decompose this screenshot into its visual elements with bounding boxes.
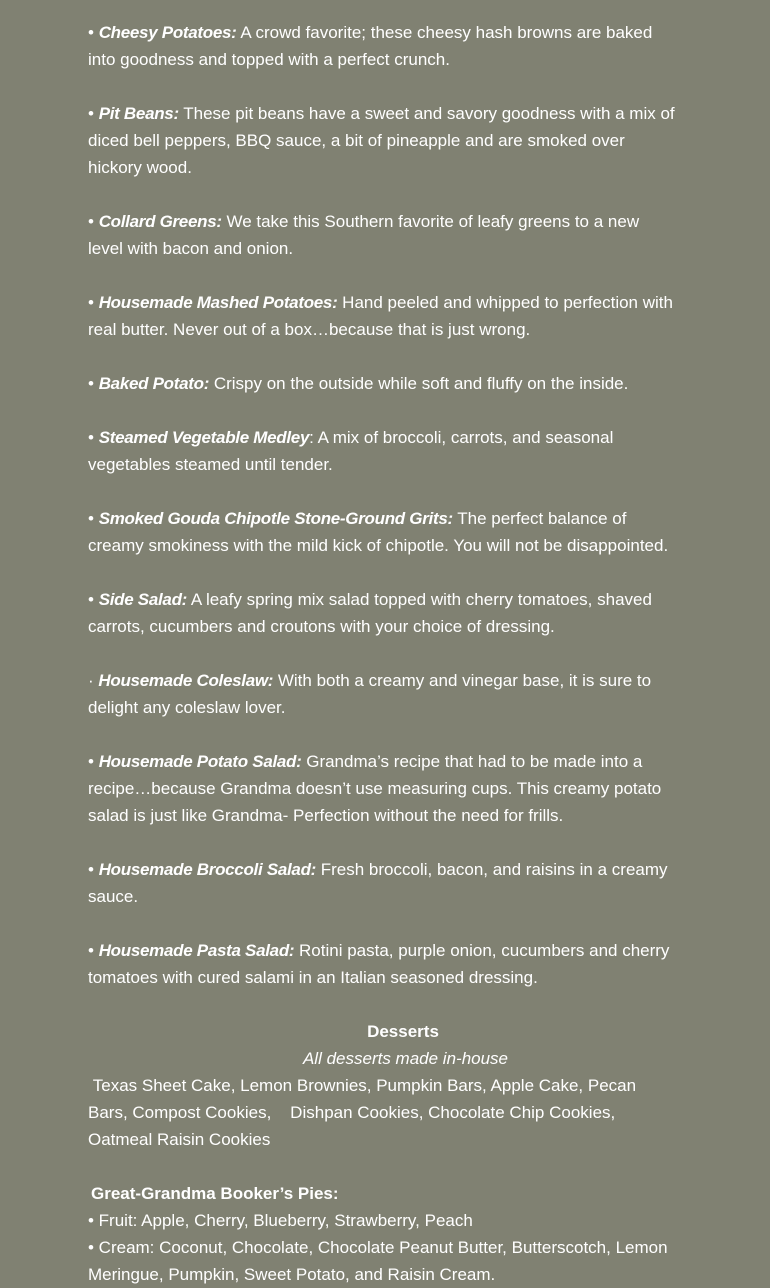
side-item-description: The perfect balance of creamy smokiness with the mild kick of chipotle. You will not be disappointed.: [88, 509, 669, 555]
side-item-name: Housemade Broccoli Salad:: [98, 860, 317, 879]
bullet: •: [88, 752, 99, 771]
side-item: [88, 856, 678, 910]
bullet: •: [88, 860, 99, 879]
bullet: •: [88, 212, 99, 231]
pies-line-cream: • Cream: Coconut, Chocolate, Chocolate Peanut Butter, Butterscotch, Lemon Meringue, Pumpkin, Sweet Potato, and Raisin Cream.: [88, 1238, 668, 1284]
side-item-name: Housemade Pasta Salad:: [98, 941, 295, 960]
desserts-subtitle: All desserts made in-house: [302, 1049, 509, 1068]
side-item-description: Fresh broccoli, bacon, and raisins in a creamy sauce.: [88, 860, 668, 906]
side-item: [88, 19, 678, 73]
bullet: •: [88, 104, 99, 123]
bullet: •: [88, 374, 99, 393]
side-item-description: Rotini pasta, purple onion, cucumbers and cherry tomatoes with cured salami in an Italian seasoned dressing.: [88, 941, 670, 987]
side-item-description: With both a creamy and vinegar base, it is sure to delight any coleslaw lover.: [88, 671, 652, 717]
bullet: ·: [88, 671, 99, 690]
side-item-description: : A mix of broccoli, carrots, and seasonal vegetables steamed until tender.: [88, 428, 614, 474]
side-item-name: Side Salad:: [98, 590, 188, 609]
side-item-name: Housemade Mashed Potatoes:: [98, 293, 338, 312]
side-item-name: Cheesy Potatoes:: [98, 23, 237, 42]
desserts-heading: Desserts: [367, 1022, 439, 1041]
desserts-list: Texas Sheet Cake, Lemon Brownies, Pumpkin Bars, Apple Cake, Pecan Bars, Compost Cookies, Dishpan Cookies, Chocolate Chip Cookies, Oatmeal Raisin Cookies: [88, 1076, 641, 1149]
side-item-name: Housemade Coleslaw:: [98, 671, 274, 690]
sides-list: [88, 19, 678, 991]
side-item-description: A leafy spring mix salad topped with cherry tomatoes, shaved carrots, cucumbers and croutons with your choice of dressing.: [88, 590, 652, 636]
side-item-name: Housemade Potato Salad:: [98, 752, 302, 771]
side-item-description: These pit beans have a sweet and savory goodness with a mix of diced bell peppers, BBQ sauce, a bit of pineapple and are smoked over hickory wood.: [88, 104, 675, 177]
pies-heading: Great-Grandma Booker’s Pies:: [91, 1184, 339, 1203]
side-item: [88, 586, 678, 640]
side-item: [88, 667, 678, 721]
side-item-name: Smoked Gouda Chipotle Stone-Ground Grits:: [98, 509, 453, 528]
side-item: [88, 100, 678, 181]
side-item-description: We take this Southern favorite of leafy greens to a new level with bacon and onion.: [88, 212, 640, 258]
side-item-description: Hand peeled and whipped to perfection with real butter. Never out of a box…because that is just wrong.: [88, 293, 673, 339]
side-item: [88, 208, 678, 262]
side-item-description: Grandma’s recipe that had to be made into a recipe…because Grandma doesn’t use measuring cups. This creamy potato salad is just like Grandma- Perfection without the need for frills.: [88, 752, 662, 825]
side-item-name: Baked Potato:: [98, 374, 210, 393]
side-item: [88, 505, 678, 559]
bullet: •: [88, 23, 99, 42]
bullet: •: [88, 941, 99, 960]
bullet: •: [88, 590, 99, 609]
side-item-description: Crispy on the outside while soft and fluffy on the inside.: [209, 374, 629, 393]
side-item-name: Collard Greens:: [98, 212, 222, 231]
side-item: [88, 748, 678, 829]
bullet: •: [88, 509, 99, 528]
pies-line-fruit: • Fruit: Apple, Cherry, Blueberry, Strawberry, Peach: [88, 1211, 473, 1230]
side-item: [88, 424, 678, 478]
bullet: •: [88, 293, 99, 312]
side-item: [88, 289, 678, 343]
side-item: [88, 937, 678, 991]
bullet: •: [88, 428, 99, 447]
side-item: [88, 370, 678, 397]
side-item-description: A crowd favorite; these cheesy hash browns are baked into goodness and topped with a perfect crunch.: [88, 23, 653, 69]
side-item-name: Steamed Vegetable Medley: [98, 428, 310, 447]
menu-content: [88, 19, 678, 1288]
side-item-name: Pit Beans:: [98, 104, 179, 123]
